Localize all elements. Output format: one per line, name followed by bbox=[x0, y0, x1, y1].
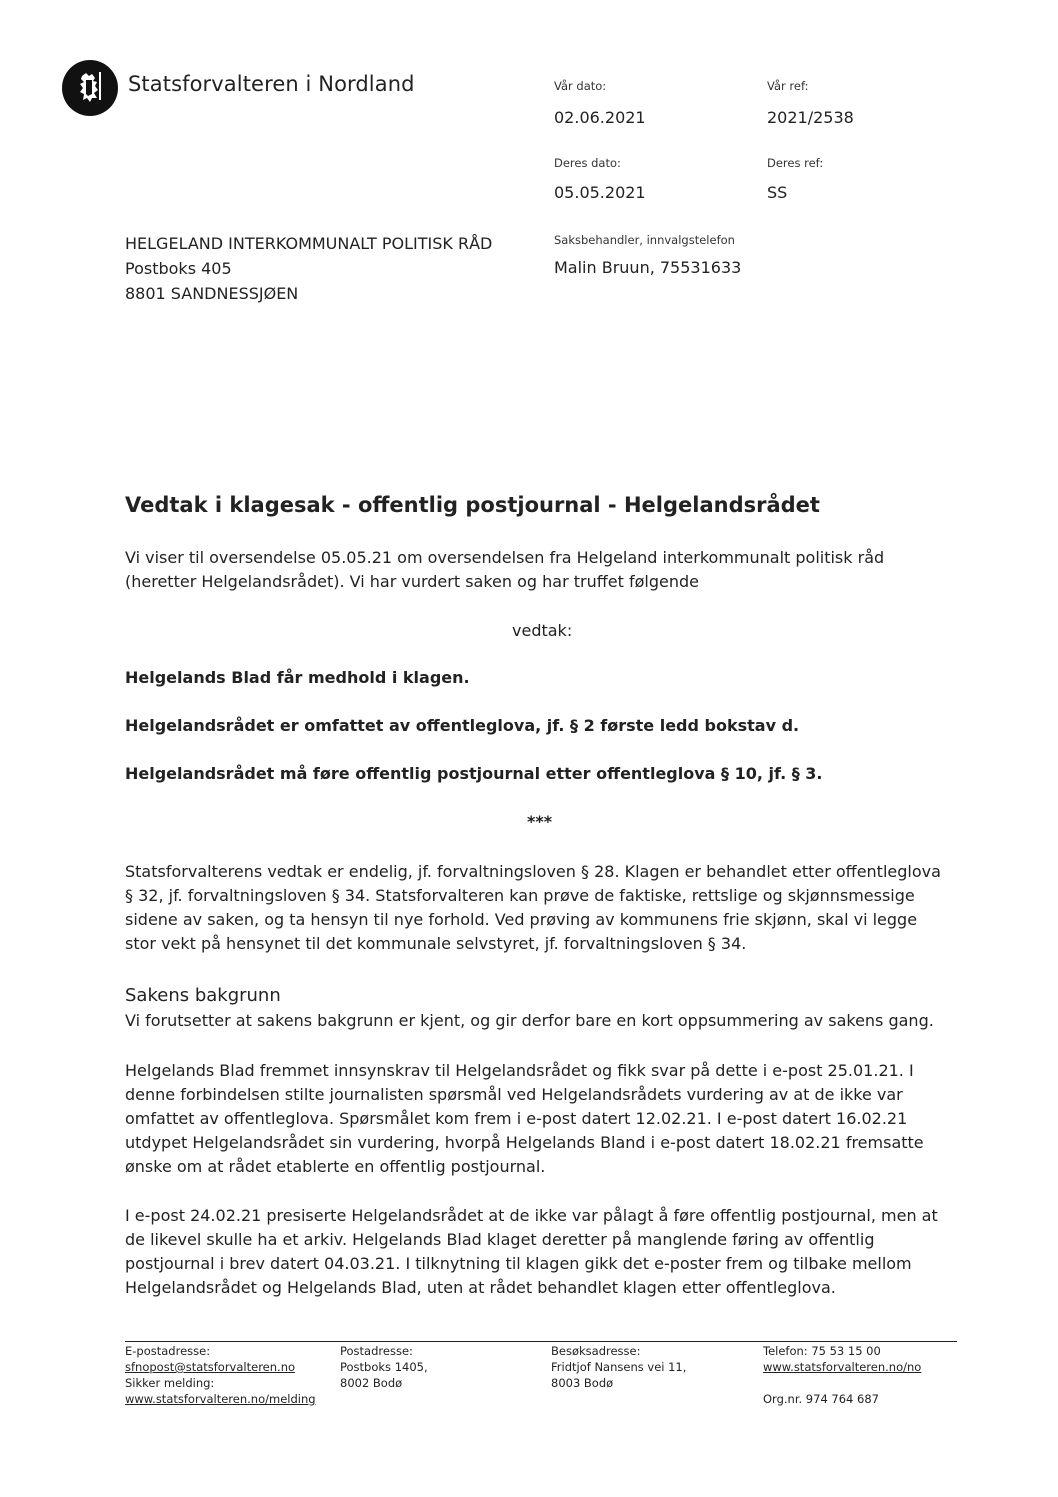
paragraph-line: Statsforvalterens vedtak er endelig, jf. forvaltningsloven § 28. Klagen er behandlet etter offentleglova bbox=[125, 862, 941, 881]
section-heading: Sakens bakgrunn bbox=[125, 985, 281, 1006]
coat-of-arms-logo bbox=[62, 60, 118, 116]
paragraph-line: ønske om at rådet etablerte en offentlig postjournal. bbox=[125, 1157, 546, 1176]
background-paragraph-2 bbox=[125, 1204, 965, 1300]
your-date: 05.05.2021 bbox=[554, 183, 646, 202]
visit-line: 8003 Bodø bbox=[551, 1376, 614, 1390]
paragraph-line: stor vekt på hensynet til det kommunale selvstyret, jf. forvaltningsloven § 34. bbox=[125, 934, 747, 953]
paragraph-line: omfattet av offentleglova. Spørsmålet kom frem i e-post datert 12.02.21. I e-post datert 16.02.21 bbox=[125, 1109, 908, 1128]
footer-phone-column bbox=[763, 1343, 921, 1407]
postal-line: Postboks 1405, bbox=[340, 1360, 428, 1374]
email-link[interactable]: sfnopost@statsforvalteren.no bbox=[125, 1360, 296, 1374]
decision-item: Helgelands Blad får medhold i klagen. bbox=[125, 668, 470, 687]
your-date-label: Deres dato: bbox=[554, 156, 621, 170]
letter-subject: Vedtak i klagesak - offentlig postjournal - Helgelandsrådet bbox=[125, 493, 820, 517]
paragraph-line: Helgelandsrådet og Helgelands Blad, uten at rådet behandlet klagen etter offentleglova. bbox=[125, 1278, 836, 1297]
phone: Telefon: 75 53 15 00 bbox=[763, 1344, 881, 1358]
paragraph-line: postjournal i brev datert 04.03.21. I tilknytning til klagen gikk det e-poster frem og tilbake mellom bbox=[125, 1254, 912, 1273]
background-intro: Vi forutsetter at sakens bakgrunn er kjent, og gir derfor bare en kort oppsummering av sakens gang. bbox=[125, 1011, 934, 1030]
recipient-city: 8801 SANDNESSJØEN bbox=[125, 284, 299, 303]
our-date: 02.06.2021 bbox=[554, 108, 646, 127]
postal-label: Postadresse: bbox=[340, 1344, 413, 1358]
case-handler: Malin Bruun, 75531633 bbox=[554, 258, 742, 277]
separator: *** bbox=[527, 812, 553, 831]
visit-line: Fridtjof Nansens vei 11, bbox=[551, 1360, 687, 1374]
our-date-label: Vår dato: bbox=[554, 79, 607, 93]
org-number: Org.nr. 974 764 687 bbox=[763, 1392, 879, 1406]
paragraph-line: § 32, jf. forvaltningsloven § 34. Statsforvalteren kan prøve de faktiske, rettslige og skjønnsmessige bbox=[125, 886, 915, 905]
paragraph-line: denne forbindelsen stilte journalisten spørsmål ved Helgelandsrådets vurdering av at de ikke var bbox=[125, 1085, 903, 1104]
footer-divider bbox=[125, 1341, 957, 1342]
legal-basis-paragraph bbox=[125, 860, 965, 956]
footer-contact-column bbox=[125, 1343, 316, 1407]
secure-message-link[interactable]: www.statsforvalteren.no/melding bbox=[125, 1392, 316, 1406]
case-handler-label: Saksbehandler, innvalgstelefon bbox=[554, 233, 735, 247]
decision-label: vedtak: bbox=[512, 621, 573, 640]
decision-item: Helgelandsrådet er omfattet av offentleglova, jf. § 2 første ledd bokstav d. bbox=[125, 716, 800, 735]
secure-message-label: Sikker melding: bbox=[125, 1376, 215, 1390]
our-ref-label: Vår ref: bbox=[767, 79, 809, 93]
intro-paragraph bbox=[125, 546, 965, 594]
our-ref: 2021/2538 bbox=[767, 108, 854, 127]
website-link[interactable]: www.statsforvalteren.no/no bbox=[763, 1360, 922, 1374]
intro-line: Vi viser til oversendelse 05.05.21 om oversendelsen fra Helgeland interkommunalt politisk råd bbox=[125, 548, 885, 567]
paragraph-line: de likevel skulle ha et arkiv. Helgelands Blad klaget deretter på manglende føring av offentlig bbox=[125, 1230, 875, 1249]
postal-line: 8002 Bodø bbox=[340, 1376, 403, 1390]
background-paragraph-1 bbox=[125, 1059, 965, 1179]
organization-name: Statsforvalteren i Nordland bbox=[128, 72, 415, 96]
paragraph-line: Helgelands Blad fremmet innsynskrav til Helgelandsrådet og fikk svar på dette i e-post 25.01.21. I bbox=[125, 1061, 914, 1080]
decision-item: Helgelandsrådet må føre offentlig postjournal etter offentleglova § 10, jf. § 3. bbox=[125, 764, 823, 783]
email-label: E-postadresse: bbox=[125, 1344, 211, 1358]
paragraph-line: utdypet Helgelandsrådet sin vurdering, hvorpå Helgelands Bland i e-post datert 18.02.21 fremsatte bbox=[125, 1133, 924, 1152]
intro-line: (heretter Helgelandsrådet). Vi har vurdert saken og har truffet følgende bbox=[125, 572, 699, 591]
footer-postal-column bbox=[340, 1343, 428, 1391]
footer-visit-column bbox=[551, 1343, 686, 1391]
your-ref: SS bbox=[767, 183, 788, 202]
visit-label: Besøksadresse: bbox=[551, 1344, 641, 1358]
paragraph-line: sidene av saken, og ta hensyn til nye forhold. Ved prøving av kommunens frie skjønn, skal vi legge bbox=[125, 910, 918, 929]
your-ref-label: Deres ref: bbox=[767, 156, 824, 170]
paragraph-line: I e-post 24.02.21 presiserte Helgelandsrådet at de ikke var pålagt å føre offentlig postjournal, men at bbox=[125, 1206, 938, 1225]
recipient-name: HELGELAND INTERKOMMUNALT POLITISK RÅD bbox=[125, 234, 493, 253]
recipient-postbox: Postboks 405 bbox=[125, 259, 232, 278]
